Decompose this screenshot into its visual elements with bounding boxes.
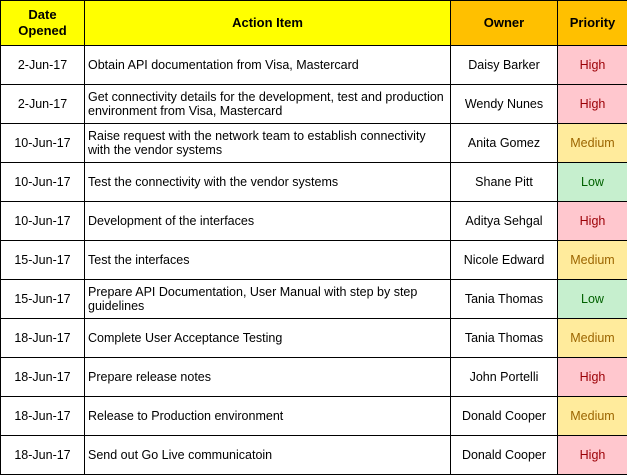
cell-priority: High xyxy=(558,85,627,124)
cell-action-item: Prepare API Documentation, User Manual with step by step guidelines xyxy=(85,280,451,319)
cell-date-opened: 15-Jun-17 xyxy=(1,280,85,319)
header-priority: Priority xyxy=(558,1,627,46)
header-date-opened: Date Opened xyxy=(1,1,85,46)
cell-action-item: Test the connectivity with the vendor systems xyxy=(85,163,451,202)
cell-date-opened: 10-Jun-17 xyxy=(1,163,85,202)
cell-owner: Donald Cooper xyxy=(451,436,558,475)
cell-priority: High xyxy=(558,202,627,241)
cell-priority: High xyxy=(558,358,627,397)
cell-owner: Tania Thomas xyxy=(451,319,558,358)
cell-action-item: Release to Production environment xyxy=(85,397,451,436)
table-row xyxy=(1,241,627,280)
cell-action-item: Prepare release notes xyxy=(85,358,451,397)
header-action-item: Action Item xyxy=(85,1,451,46)
table-row xyxy=(1,163,627,202)
cell-priority: Medium xyxy=(558,319,627,358)
cell-priority: Medium xyxy=(558,241,627,280)
cell-date-opened: 18-Jun-17 xyxy=(1,397,85,436)
cell-owner: Donald Cooper xyxy=(451,397,558,436)
table-row xyxy=(1,436,627,475)
table-row xyxy=(1,124,627,163)
cell-priority: Medium xyxy=(558,397,627,436)
cell-action-item: Get connectivity details for the development, test and production environment from Visa, Mastercard xyxy=(85,85,451,124)
cell-priority: Low xyxy=(558,163,627,202)
cell-priority: High xyxy=(558,46,627,85)
cell-action-item: Complete User Acceptance Testing xyxy=(85,319,451,358)
table-row xyxy=(1,202,627,241)
cell-date-opened: 18-Jun-17 xyxy=(1,358,85,397)
cell-action-item: Development of the interfaces xyxy=(85,202,451,241)
cell-date-opened: 18-Jun-17 xyxy=(1,319,85,358)
table-row xyxy=(1,85,627,124)
cell-owner: Wendy Nunes xyxy=(451,85,558,124)
table-row xyxy=(1,397,627,436)
table-row xyxy=(1,280,627,319)
cell-priority: Low xyxy=(558,280,627,319)
header-row xyxy=(1,1,627,46)
cell-date-opened: 15-Jun-17 xyxy=(1,241,85,280)
cell-date-opened: 2-Jun-17 xyxy=(1,46,85,85)
table-row xyxy=(1,46,627,85)
cell-action-item: Obtain API documentation from Visa, Mastercard xyxy=(85,46,451,85)
cell-date-opened: 10-Jun-17 xyxy=(1,124,85,163)
cell-owner: John Portelli xyxy=(451,358,558,397)
cell-owner: Shane Pitt xyxy=(451,163,558,202)
cell-owner: Nicole Edward xyxy=(451,241,558,280)
cell-date-opened: 18-Jun-17 xyxy=(1,436,85,475)
cell-owner: Anita Gomez xyxy=(451,124,558,163)
cell-action-item: Raise request with the network team to establish connectivity with the vendor systems xyxy=(85,124,451,163)
cell-priority: High xyxy=(558,436,627,475)
cell-date-opened: 2-Jun-17 xyxy=(1,85,85,124)
cell-date-opened: 10-Jun-17 xyxy=(1,202,85,241)
header-owner: Owner xyxy=(451,1,558,46)
cell-owner: Aditya Sehgal xyxy=(451,202,558,241)
cell-action-item: Send out Go Live communicatoin xyxy=(85,436,451,475)
cell-action-item: Test the interfaces xyxy=(85,241,451,280)
cell-owner: Daisy Barker xyxy=(451,46,558,85)
table-row xyxy=(1,319,627,358)
cell-owner: Tania Thomas xyxy=(451,280,558,319)
table-row xyxy=(1,358,627,397)
cell-priority: Medium xyxy=(558,124,627,163)
